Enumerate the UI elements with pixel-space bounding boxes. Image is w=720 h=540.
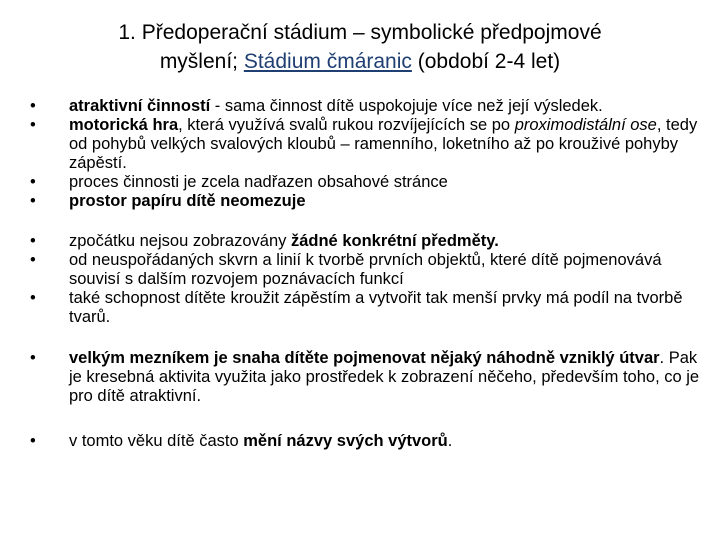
bullet-bold: mění názvy svých výtvorů bbox=[243, 432, 448, 450]
bullet-bold: motorická hra bbox=[69, 116, 179, 134]
bullet-list bbox=[30, 97, 700, 451]
bullet-text: , tedy od pohybů velkých svalových kloubů – ramenního, loketního až po krouživé pohyby zápěstí. bbox=[69, 116, 698, 172]
bullet-text: od neuspořádaných skvrn a linií k tvorbě prvních objektů, které dítě pojmenovává souvisí s dalším rozvojem poznávacích funkcí bbox=[69, 251, 662, 288]
bullet-text: v tomto věku dítě často bbox=[69, 432, 244, 450]
bullet-text: - sama činnost dítě uspokojuje více než její výsledek. bbox=[210, 97, 603, 115]
list-item bbox=[30, 192, 700, 211]
bullet-text: . Pak je kresebná aktivita využita jako prostředek k zobrazení něčeho, především toho, co je pro dítě atraktivní. bbox=[69, 349, 700, 405]
title-link[interactable]: Stádium čmáranic bbox=[243, 50, 412, 73]
list-item bbox=[30, 349, 700, 406]
list-item bbox=[30, 232, 700, 251]
list-item bbox=[30, 251, 700, 289]
bullet-bold: atraktivní činností bbox=[69, 97, 211, 115]
list-item bbox=[30, 289, 700, 327]
bullet-text: zpočátku nejsou zobrazovány bbox=[69, 232, 291, 250]
list-item bbox=[30, 173, 700, 192]
list-item bbox=[30, 432, 700, 451]
slide-title bbox=[30, 18, 690, 76]
bullet-text: také schopnost dítěte kroužit zápěstím a vytvořit tak menší prvky má podíl na tvorbě tvarů. bbox=[69, 289, 683, 326]
title-prefix: myšlení; bbox=[159, 50, 244, 73]
bullet-text: . bbox=[447, 432, 453, 450]
bullet-text: proces činnosti je zcela nadřazen obsahové stránce bbox=[69, 173, 448, 191]
title-line-1: 1. Předoperační stádium – symbolické předpojmové bbox=[118, 21, 602, 44]
list-item bbox=[30, 97, 700, 116]
title-suffix: (období 2-4 let) bbox=[411, 50, 561, 73]
bullet-bold: žádné konkrétní předměty. bbox=[290, 232, 499, 250]
bullet-bold: prostor papíru dítě neomezuje bbox=[69, 192, 306, 210]
bullet-bold: velkým mezníkem je snaha dítěte pojmenovat nějaký náhodně vzniklý útvar bbox=[69, 349, 660, 367]
bullet-text: , která využívá svalů rukou rozvíjejících se po bbox=[178, 116, 515, 134]
title-line-2 bbox=[30, 47, 690, 76]
list-item bbox=[30, 116, 700, 173]
bullet-italic: proximodistální ose bbox=[514, 116, 657, 134]
